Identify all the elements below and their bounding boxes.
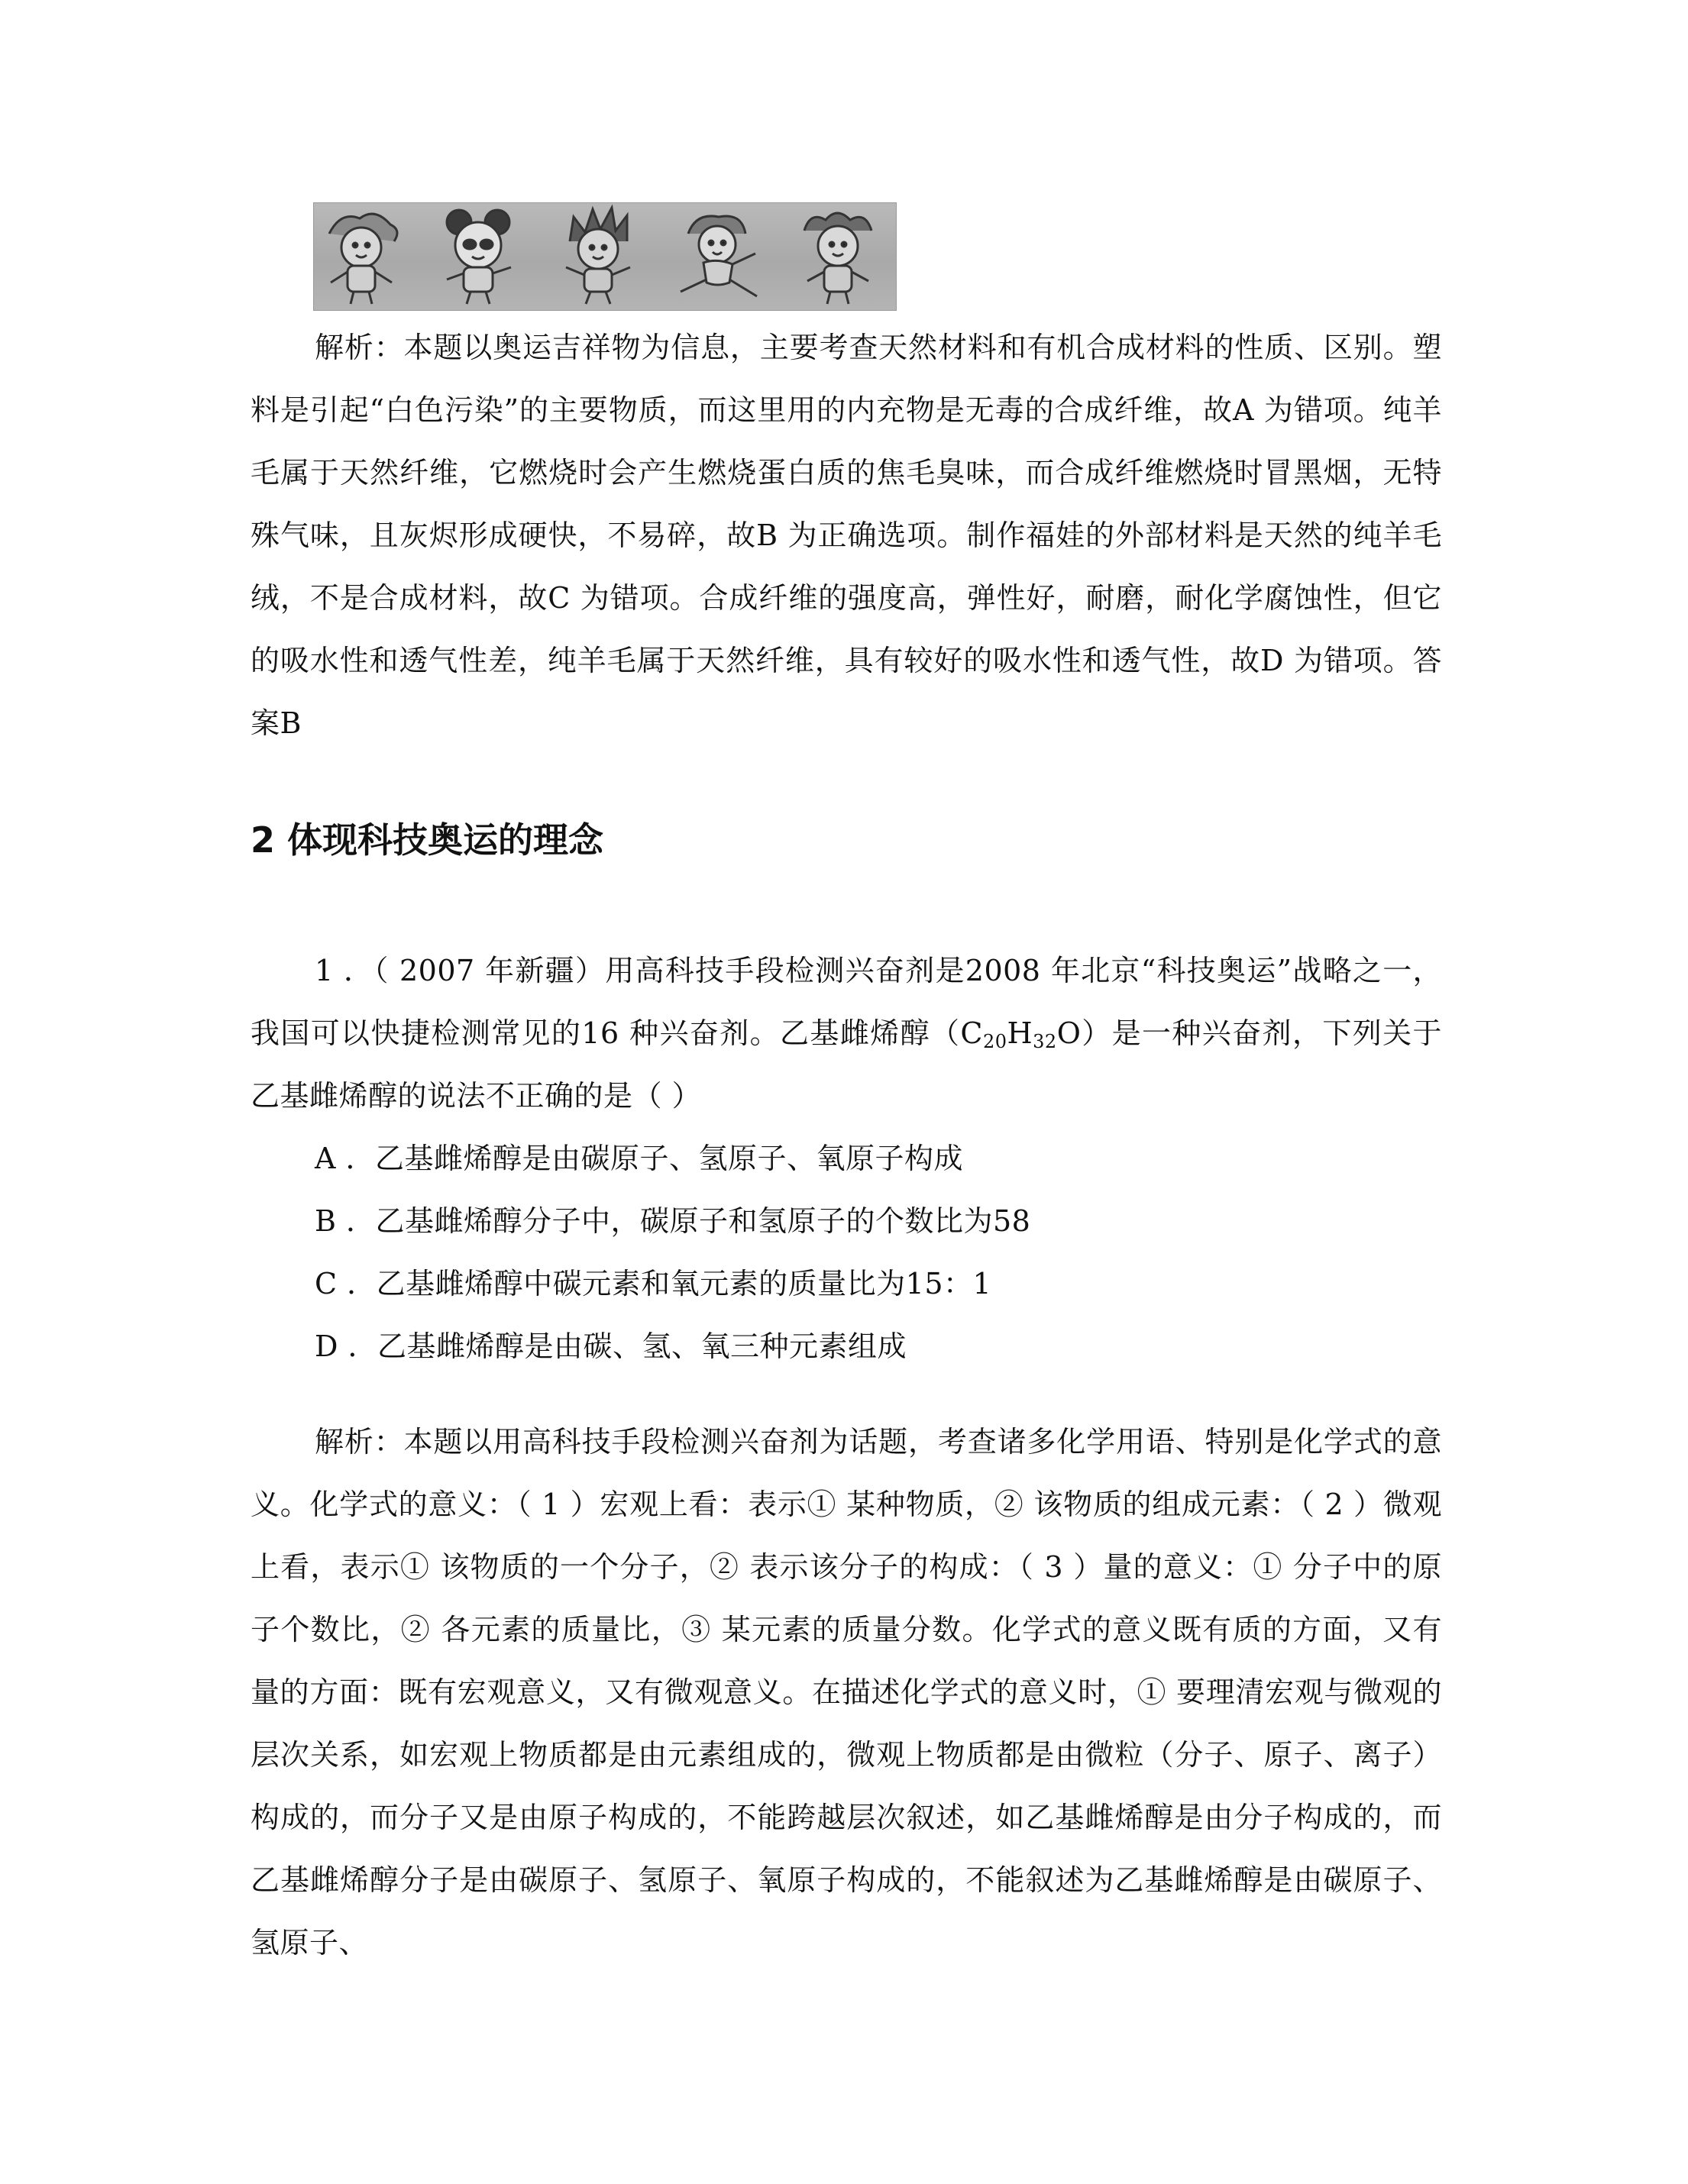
option-b: B ．乙基雌烯醇分子中，碳原子和氢原子的个数比为58: [315, 1204, 1031, 1238]
mascot-2: [447, 210, 511, 304]
section-heading: 2 体现科技奥运的理念: [251, 819, 604, 861]
analysis-text-2: 解析：本题以用高科技手段检测兴奋剂为话题，考查诸多化学用语、特别是化学式的意义。化学式的意义：（ 1 ）宏观上看：表示① 某种物质，② 该物质的组成元素：（ 2 ）微观上看，表示① 该物质的一个分子，② 表示该分子的构成：（ 3 ）量的意义：① 分子中的原子个数比，② 各元素的质量比，③ 某元素的质量分数。化学式的意义既有质的方面，又有量的方面：既有宏观意义，又有微观意义。在描述化学式的意义时，① 要理清宏观与微观的层次关系，如宏观上物质都是由元素组成的，微观上物质都是由微粒（分子、原子、离子）构成的，而分子又是由原子构成的，不能跨越层次叙述，如乙基雌烯醇是由分子构成的，而乙基雌烯醇分子是由碳原子、氢原子、氧原子构成的，不能叙述为乙基雌烯醇是由碳原子、氢原子、: [251, 1425, 1442, 1959]
hydrogen-symbol: H: [1007, 1016, 1033, 1050]
option-d: D ．乙基雌烯醇是由碳、氢、氧三种元素组成: [315, 1329, 907, 1363]
analysis-paragraph-1: [251, 316, 1442, 754]
mascots-image: [313, 202, 897, 311]
carbon-subscript: 20: [982, 1031, 1007, 1052]
option-a: A ．乙基雌烯醇是由碳原子、氢原子、氧原子构成: [315, 1142, 964, 1175]
option-c: C ．乙基雌烯醇中碳元素和氧元素的质量比为15：1: [315, 1267, 992, 1300]
mascots-illustration: [314, 203, 896, 310]
question-stem: [251, 939, 1442, 1127]
hydrogen-subscript: 32: [1033, 1031, 1057, 1052]
analysis-text: 解析：本题以奥运吉祥物为信息，主要考查天然材料和有机合成材料的性质、区别。塑料是引起“白色污染”的主要物质，而这里用的内充物是无毒的合成纤维，故A 为错项。纯羊毛属于天然纤维，它燃烧时会产生燃烧蛋白质的焦毛臭味，而合成纤维燃烧时冒黑烟，无特殊气味，且灰烬形成硬快，不易碎，故B 为正确选项。制作福娃的外部材料是天然的纯羊毛绒，不是合成材料，故C 为错项。合成纤维的强度高，弹性好，耐磨，耐化学腐蚀性，但它的吸水性和透气性差，纯羊毛属于天然纤维，具有较好的吸水性和透气性，故D 为错项。答案B: [251, 331, 1442, 740]
mascot-5: [804, 213, 871, 304]
question-stem-part1: 1 ．（ 2007 年新疆）用高科技手段检测兴奋剂是2008 年北京“科技奥运”战略之一，我国可以快捷检测常见的16 种兴奋剂。乙基雌烯醇（C: [251, 954, 1442, 1050]
question-stem-part2: O）是一种兴奋剂，下列关于乙基雌烯醇的说法不正确的是（ ）: [251, 1016, 1443, 1113]
mascot-4: [681, 216, 757, 296]
analysis-paragraph-2: [251, 1410, 1442, 1974]
mascot-1: [329, 214, 397, 304]
question-block: [251, 939, 1442, 1378]
mascot-3: [566, 208, 630, 304]
